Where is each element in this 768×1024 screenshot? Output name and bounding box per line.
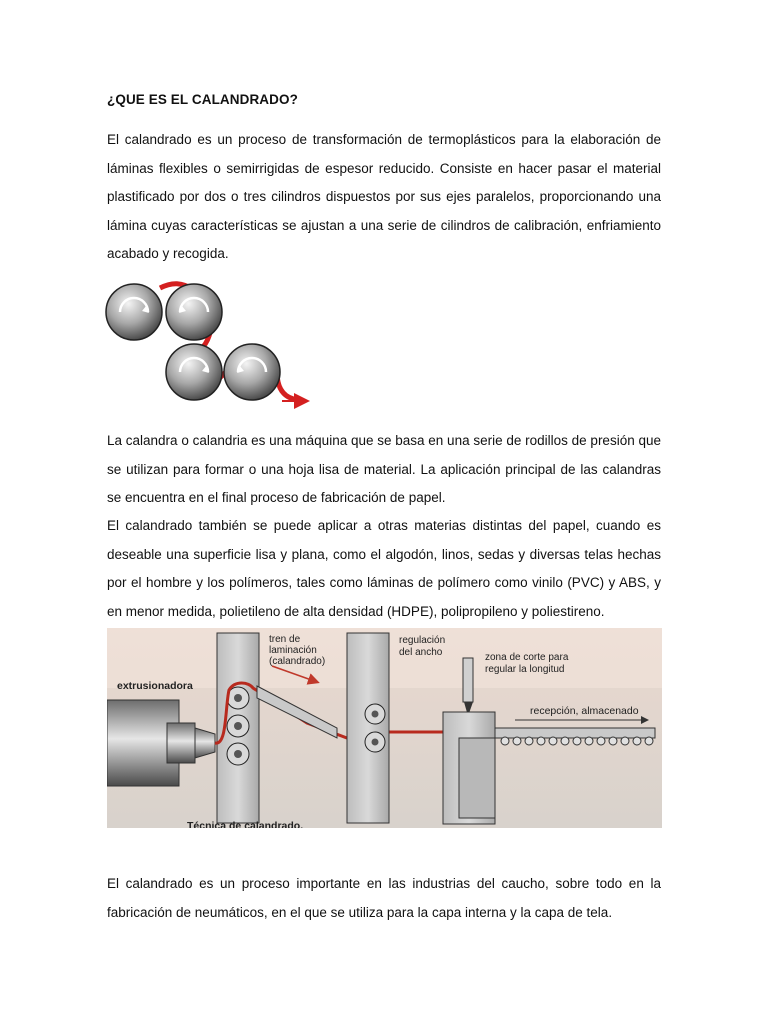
paragraph-intro: El calandrado es un proceso de transformación de termoplásticos para la elaboración de láminas flexibles o semirrigidas de espesor reducido. Consiste en hacer pasar el material plastificado por dos o tres cilindros dispuestos por sus ejes paralelos, proporcionando una lámina cuyas características se ajustan a una serie de cilindros de calibración, enfriamiento acabado y recogida. [107, 132, 661, 261]
calendering-process-figure [107, 628, 662, 828]
figure-caption: Técnica de calandrado. [187, 820, 304, 828]
label-train-3: (calandrado) [269, 656, 326, 667]
width-regulation-panel [347, 633, 389, 823]
roller-2 [166, 284, 222, 340]
label-train-1: tren de [269, 634, 301, 645]
label-train-2: laminación [269, 645, 317, 656]
paragraph-applications: El calandrado también se puede aplicar a otras materias distintas del papel, cuando es deseable una superficie lisa y plana, como el algodón, linos, sedas y diversas telas hechas por el hombre y los polímeros, tales como láminas de polímero como vinilo (PVC) y ABS, y en menor medida, polietileno de alta densidad (HDPE), polipropileno y poliestireno. [107, 518, 661, 619]
label-extruder: extrusionadora [117, 680, 193, 692]
label-reception: recepción, almacenado [530, 705, 639, 717]
roller-diagram [102, 280, 312, 410]
page-title: ¿QUE ES EL CALANDRADO? [107, 92, 298, 107]
paragraph-calandra: La calandra o calandria es una máquina que se basa en una serie de rodillos de presión que se utilizan para formar o una hoja lisa de material. La aplicación principal de las calandras se encuentra en el final proceso de fabricación de papel. [107, 433, 661, 505]
label-cut-1: zona de corte para [485, 652, 569, 663]
label-cut-2: regular la longitud [485, 664, 565, 675]
roller-3 [166, 344, 222, 400]
calender-rollers [227, 687, 249, 765]
roller-1 [106, 284, 162, 340]
label-width-1: regulación [399, 635, 446, 646]
roller-4 [224, 344, 280, 400]
label-width-2: del ancho [399, 647, 443, 658]
paragraph-rubber-industry: El calandrado es un proceso importante en las industrias del caucho, sobre todo en la fabricación de neumáticos, en el que se utiliza para la capa interna y la capa de tela. [107, 876, 661, 920]
